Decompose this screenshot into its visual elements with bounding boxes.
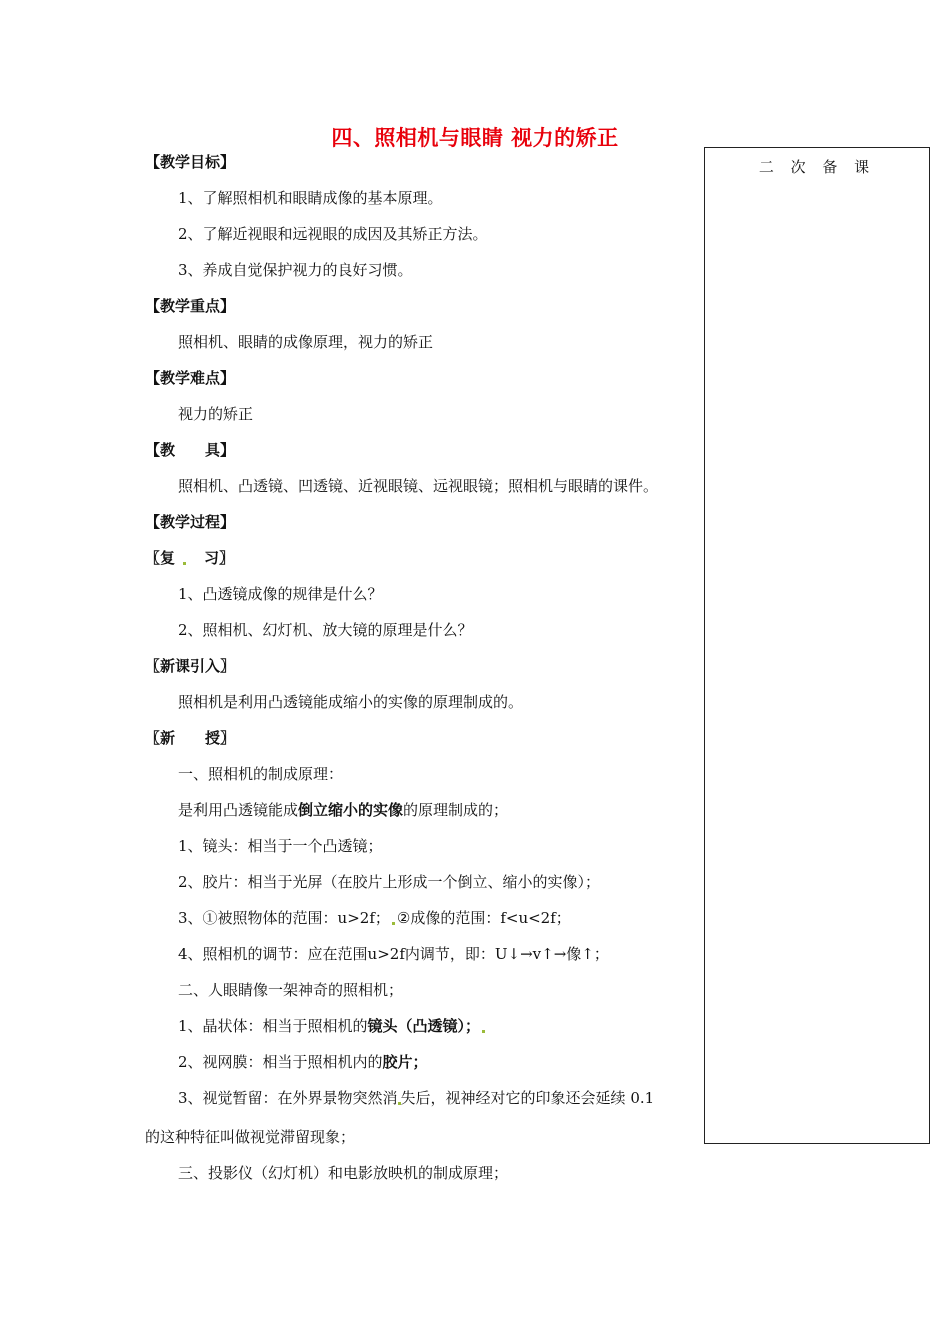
eye-item-persistence (178, 1088, 654, 1108)
objective-item: 1、了解照相机和眼睛成像的基本原理。 (178, 189, 443, 207)
review-item: 2、照相机、幻灯机、放大镜的原理是什么？ (178, 621, 473, 639)
camera-item: 1、镜头：相当于一个凸透镜； (178, 837, 383, 855)
camera-principle-pre: 是利用凸透镜能成 (178, 801, 299, 819)
object-range: 3、①被照物体的范围：u>2f； (178, 909, 390, 927)
eye-item-persistence-a: 3、视觉暂留：在外界景物突然消 (178, 1089, 398, 1107)
eye-item-retina (178, 1052, 428, 1072)
difficulties-text: 视力的矫正 (178, 405, 254, 423)
camera-range (178, 908, 571, 928)
review-heading (145, 548, 234, 568)
page-title: 四、照相机与眼睛 视力的矫正 (331, 126, 619, 150)
intro-text: 照相机是利用凸透镜能成缩小的实像的原理制成的。 (178, 693, 524, 711)
camera-adjust: 4、照相机的调节：应在范围u>2f内调节，即：U↓→v↑→像↑； (178, 945, 609, 963)
camera-section-title: 一、照相机的制成原理： (178, 765, 344, 783)
dot-mark-icon (482, 1030, 485, 1033)
side-box-label: 二 次 备 课 (758, 158, 876, 176)
review-heading-left: 〖复 (145, 549, 176, 567)
camera-item: 2、胶片：相当于光屏（在胶片上形成一个倒立、缩小的实像）； (178, 873, 601, 891)
eye-item-retina-bold: 胶片； (382, 1053, 428, 1071)
process-heading: 【教学过程】 (145, 513, 236, 531)
eye-item-lens (178, 1016, 487, 1036)
eye-item-persistence-continued: 的这种特征叫做视觉滞留现象； (145, 1128, 356, 1146)
eye-item-lens-bold: 镜头（凸透镜）； (367, 1017, 481, 1035)
eye-item-lens-pre: 1、晶状体：相当于照相机的 (178, 1017, 368, 1035)
camera-principle (178, 800, 508, 820)
projector-section-title: 三、投影仪（幻灯机）和电影放映机的制成原理； (178, 1164, 509, 1182)
new-lesson-heading: 〖新 授〗 (145, 729, 236, 747)
second-preparation-box (704, 147, 930, 1144)
review-heading-right: 习〗 (204, 549, 235, 567)
difficulties-heading: 【教学难点】 (145, 369, 236, 387)
eye-item-retina-pre: 2、视网膜：相当于照相机内的 (178, 1053, 383, 1071)
objective-item: 3、养成自觉保护视力的良好习惯。 (178, 261, 413, 279)
intro-heading: 〖新课引入〗 (145, 657, 236, 675)
eye-item-persistence-b: 失后，视神经对它的印象还会延续 0.1 (400, 1089, 655, 1107)
tools-heading: 【教 具】 (145, 441, 236, 459)
camera-principle-post: 的原理制成的； (403, 801, 509, 819)
key-points-heading: 【教学重点】 (145, 297, 236, 315)
review-item: 1、凸透镜成像的规律是什么？ (178, 585, 383, 603)
image-range: ②成像的范围：f<u<2f； (396, 909, 571, 927)
key-points-text: 照相机、眼睛的成像原理，视力的矫正 (178, 333, 434, 351)
eye-section-title: 二、人眼睛像一架神奇的照相机； (178, 981, 404, 999)
dot-mark-icon (392, 922, 395, 925)
tools-text: 照相机、凸透镜、凹透镜、近视眼镜、远视眼镜；照相机与眼睛的课件。 (178, 477, 659, 495)
objectives-heading: 【教学目标】 (145, 153, 236, 171)
objective-item: 2、了解近视眼和远视眼的成因及其矫正方法。 (178, 225, 488, 243)
camera-principle-bold: 倒立缩小的实像 (298, 801, 404, 819)
dot-mark-icon (183, 562, 186, 565)
